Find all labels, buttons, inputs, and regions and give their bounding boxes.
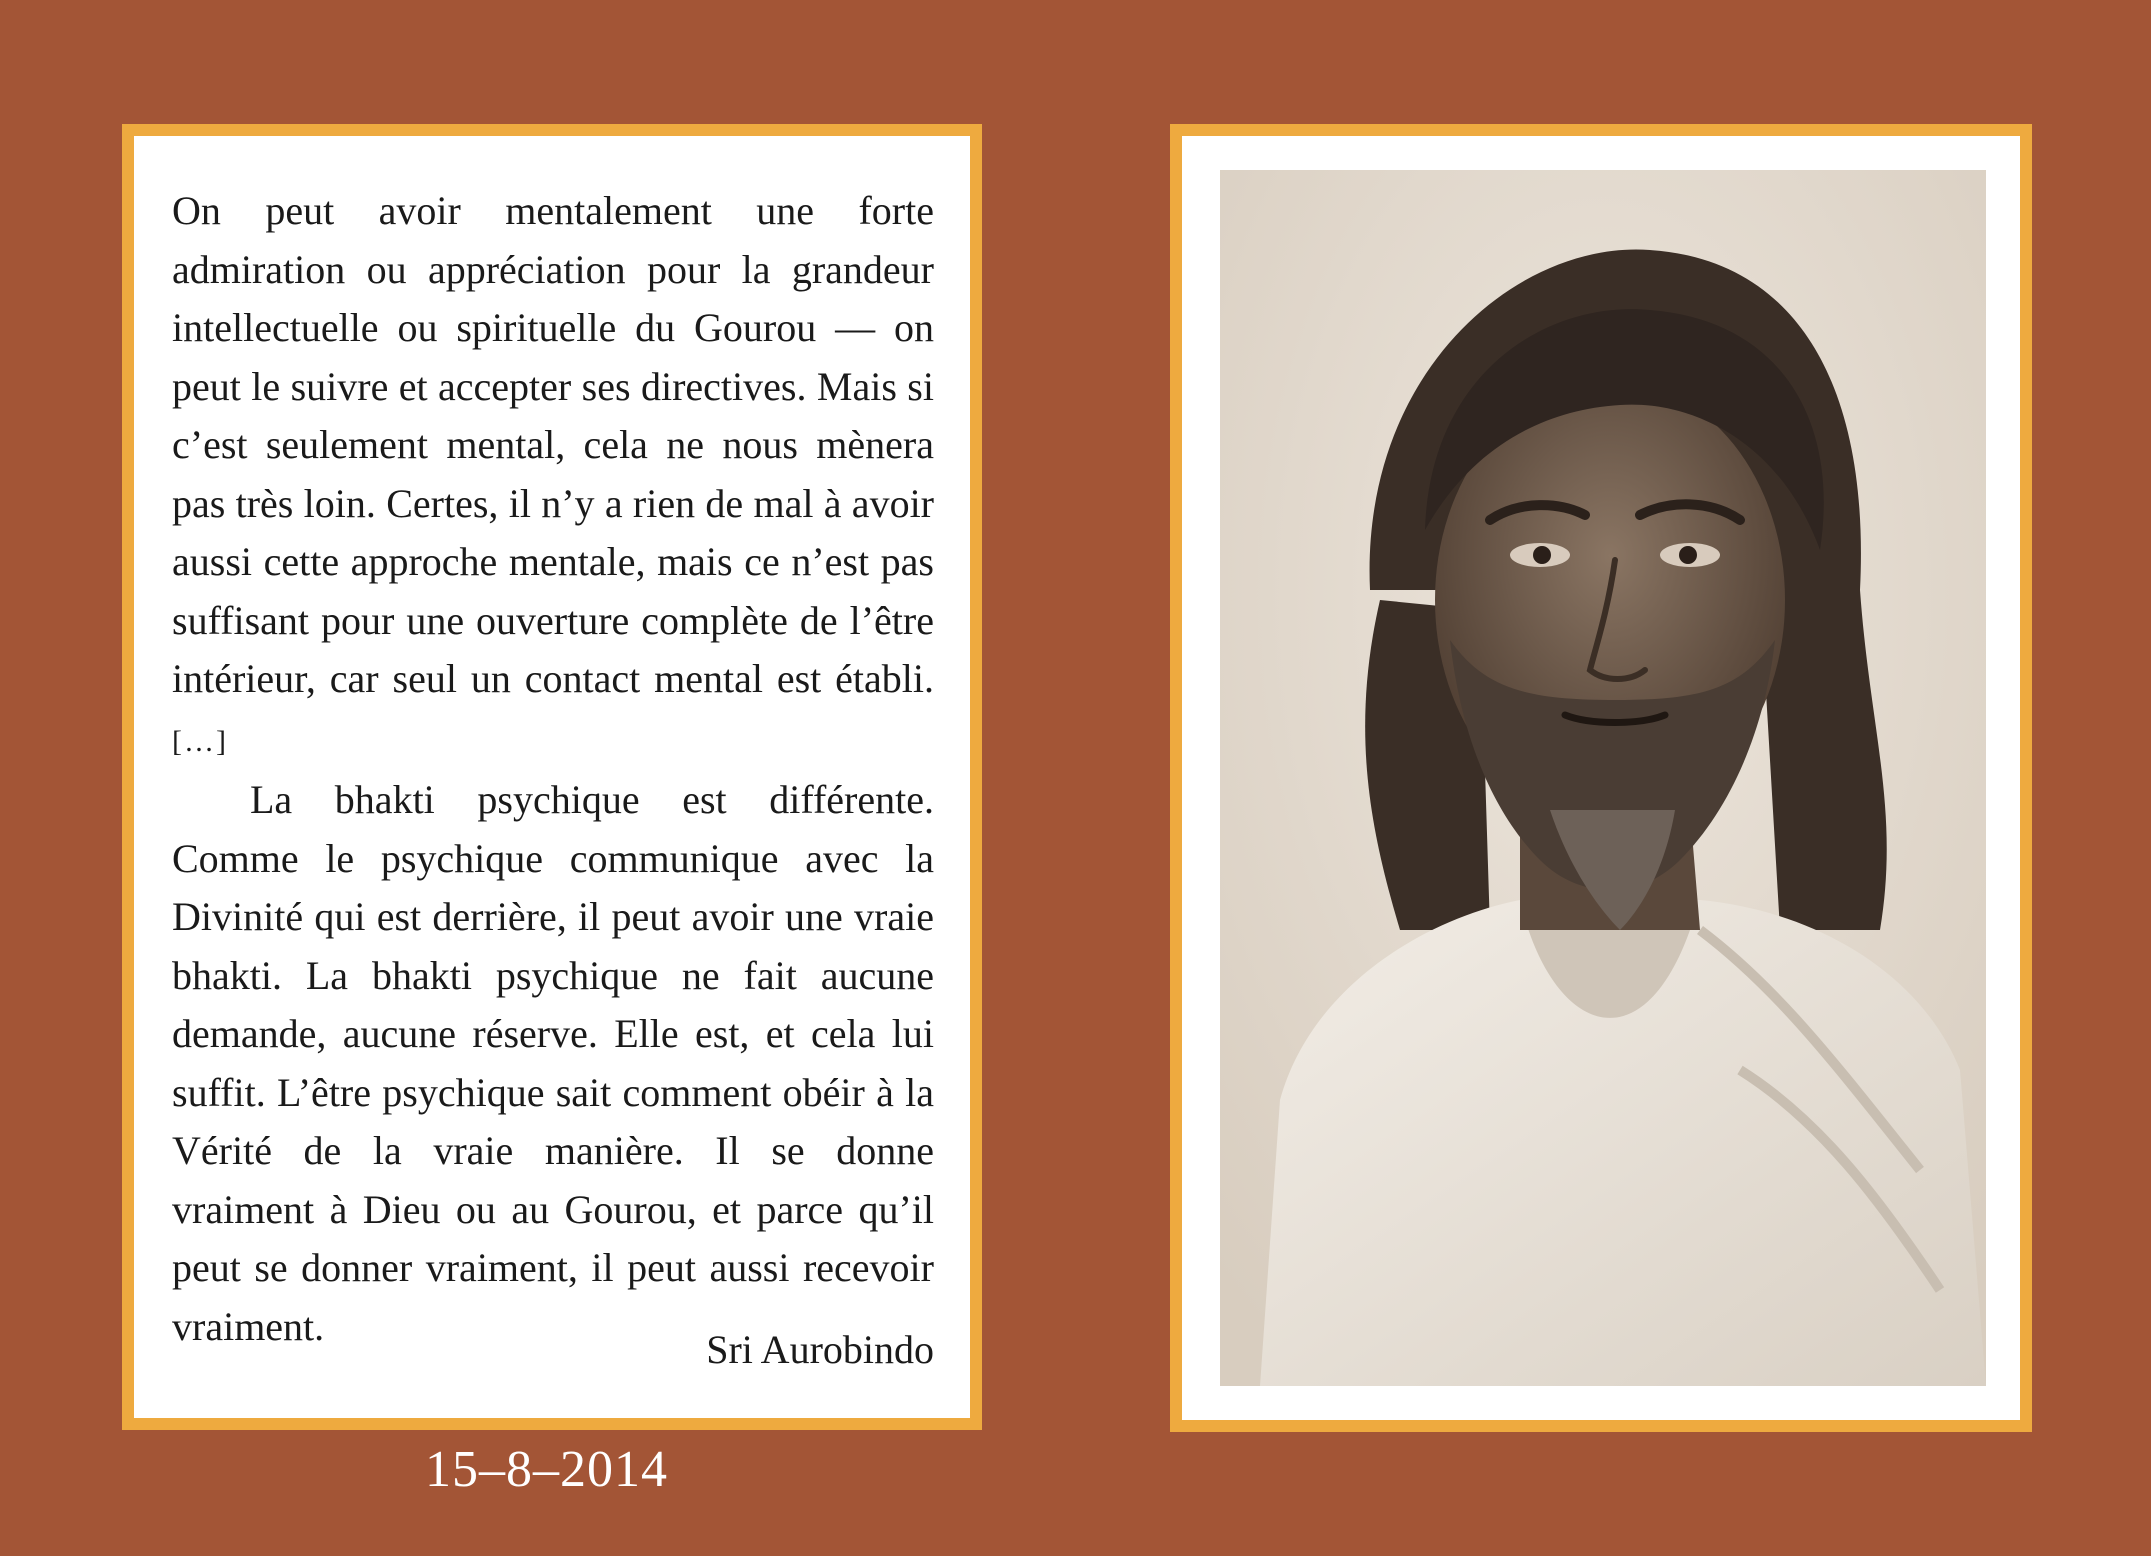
quote-ellipsis: […]: [172, 724, 228, 758]
quote-author: Sri Aurobindo: [706, 1327, 934, 1372]
portrait-illustration: [1220, 170, 1986, 1386]
quote-paragraph-2: La bhakti psychique est différente. Comme le psychique communique avec la Divinité qui est derrière, il peut avoir une vraie bhakti. La bhakti psychique ne fait aucune demande, aucune réserve. Elle est, et cela lui suffit. L’être psychique sait comment obéir à la Vérité de la vraie manière. Il se donne vraiment à Dieu ou au Gourou, et parce qu’il peut se donner vraiment, il peut aussi recevoir vraiment.: [172, 777, 934, 1349]
photo-card: [1170, 124, 2032, 1432]
quote-paragraph-1-text: On peut avoir mentalement une forte admiration ou appréciation pour la grandeur intellectuelle ou spirituelle du Gourou — on peut le suivre et accepter ses directives. Mais si c’est seulement mental, cela ne nous mènera pas très loin. Certes, il n’y a rien de mal à avoir aussi cette approche mentale, mais ce n’est pas suffisant pour une ouverture complète de l’être intérieur, car seul un contact mental est établi.: [172, 188, 934, 701]
date-label: 15–8–2014: [425, 1441, 668, 1498]
quote-text: [172, 182, 934, 1356]
quote-paragraph-1: [172, 182, 934, 771]
portrait-photo: [1220, 170, 1986, 1386]
quote-card: [122, 124, 982, 1430]
